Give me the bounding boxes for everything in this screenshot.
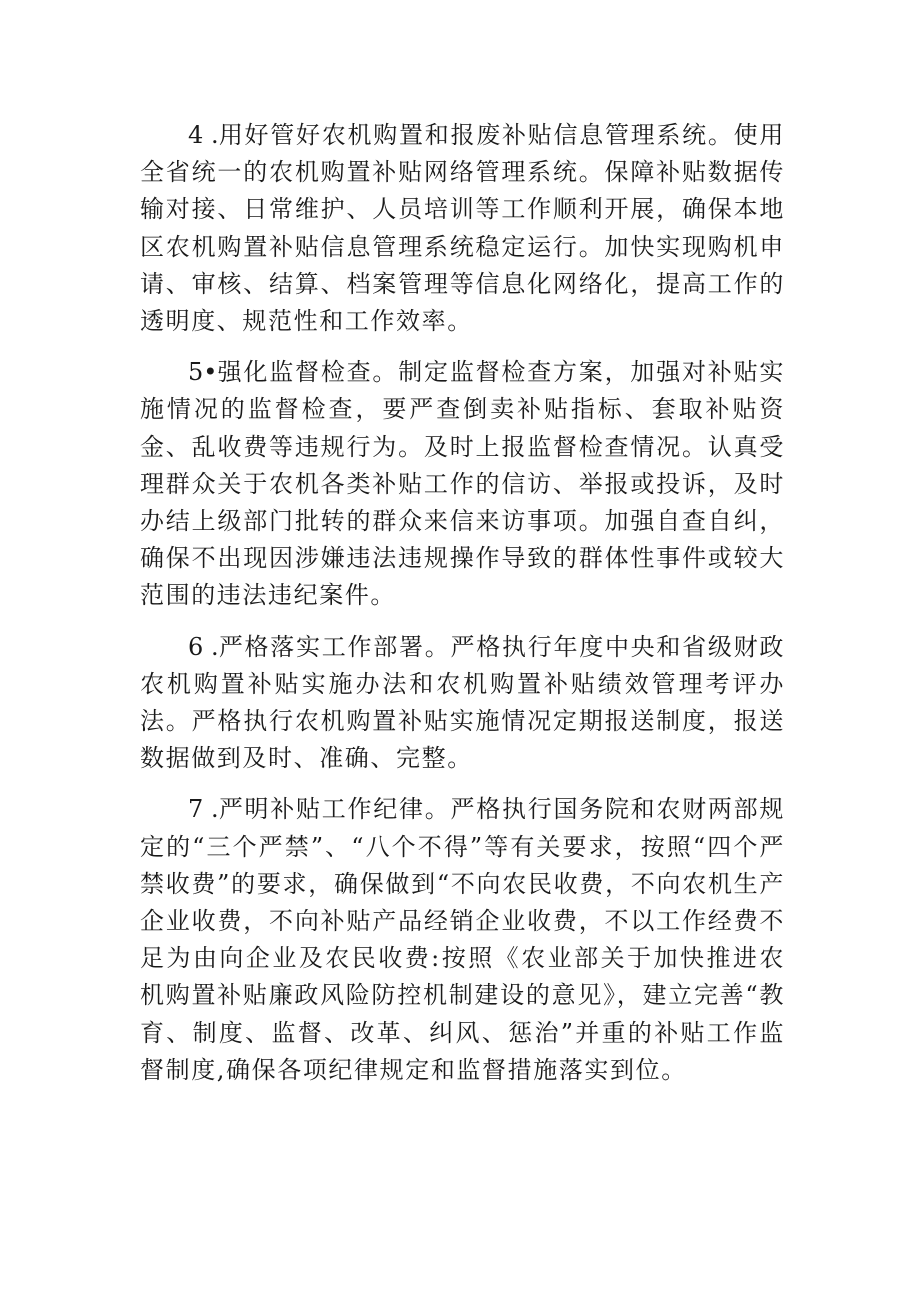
paragraph-number: 4 . xyxy=(188,121,219,149)
paragraph-number: 5• xyxy=(188,358,218,387)
paragraph-item-5 xyxy=(140,354,785,614)
paragraph-item-6 xyxy=(140,629,785,778)
paragraph-text: 严明补贴工作纪律。严格执行国务院和农财两部规定的“三个严禁”、“八个不得”等有关要求，按照“四个严禁收费”的要求，确保做到“不向农民收费，不向农机生产企业收费，不向补贴产品经销企业收费，不以工作经费不足为由向企业及农民收费:按照《农业部关于加快推进农机购置补贴廉政风险防控机制建设的意见》，建立完善“教育、制度、监督、改革、纠风、惩治”并重的补贴工作监督制度,确保各项纪律规定和监督措施落实到位。 xyxy=(140,795,785,1084)
paragraph-text: 强化监督检查。制定监督检查方案，加强对补贴实施情况的监督检查，要严查倒卖补贴指标、套取补贴资金、乱收费等违规行为。及时上报监督检查情况。认真受理群众关于农机各类补贴工作的信访、举报或投诉，及时办结上级部门批转的群众来信来访事项。加强自查自纠，确保不出现因涉嫌违法违规操作导致的群体性事件或较大范围的违法违纪案件。 xyxy=(140,358,785,610)
paragraph-item-4 xyxy=(140,117,785,340)
document-page xyxy=(140,117,785,1103)
paragraph-text: 严格落实工作部署。严格执行年度中央和省级财政农机购置补贴实施办法和农机购置补贴绩效管理考评办法。严格执行农机购置补贴实施情况定期报送制度，报送数据做到及时、准确、完整。 xyxy=(140,632,785,773)
paragraph-text: 用好管好农机购置和报废补贴信息管理系统。使用全省统一的农机购置补贴网络管理系统。保障补贴数据传输对接、日常维护、人员培训等工作顺利开展，确保本地区农机购置补贴信息管理系统稳定运行。加快实现购机申请、审核、结算、档案管理等信息化网络化，提高工作的透明度、规范性和工作效率。 xyxy=(140,121,785,336)
paragraph-number: 6 . xyxy=(188,632,219,661)
paragraph-item-7 xyxy=(140,791,785,1089)
paragraph-number: 7 . xyxy=(188,795,219,824)
